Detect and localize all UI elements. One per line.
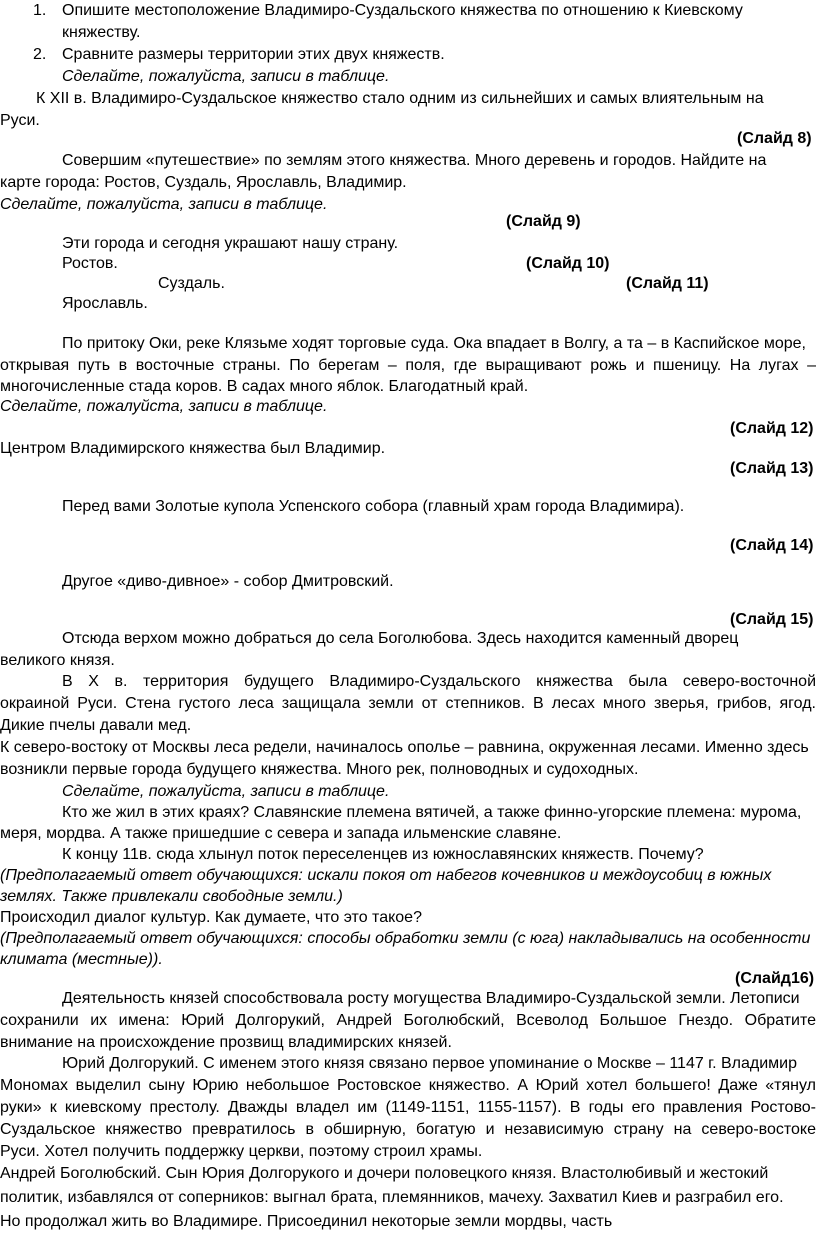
yuri-line-1: Юрий Долгорукий. С именем этого князя связано первое упоминание о Москве – 1147 г. Владимир [62, 1055, 797, 1072]
list-number-1: 1. [33, 2, 47, 19]
bogolyubovo-line-2: великого князя. [0, 652, 115, 669]
table-note-1: Сделайте, пожалуйста, записи в таблице. [62, 68, 390, 85]
city-yaroslavl: Ярославль. [62, 295, 148, 312]
dialog-text: Происходил диалог культур. Как думаете, что это такое? [0, 909, 422, 926]
answer2-line-1: (Предполагаемый ответ обучающихся: способы обработки земли (с юга) накладывались на особенности [0, 930, 811, 947]
list-item-2-line-1: Сравните размеры территории этих двух княжеств. [62, 46, 445, 63]
territory-line-3: Дикие пчелы давали мед. [0, 717, 192, 734]
princes-line-3: внимание на происхождение прозвищ владимирских князей. [0, 1034, 452, 1051]
list-item-1-line-2: княжеству. [62, 24, 141, 41]
table-note-3: Сделайте, пожалуйста, записи в таблице. [0, 398, 328, 415]
slide-9-label: (Слайд 9) [506, 213, 581, 230]
cities-intro: Эти города и сегодня украшают нашу страну. [62, 235, 399, 252]
territory-line-2: окраиной Руси. Стена густого леса защищала земли от степников. В лесах много зверья, грибов, ягод. [0, 695, 816, 712]
slide-12-label: (Слайд 12) [730, 420, 814, 437]
table-note-4: Сделайте, пожалуйста, записи в таблице. [62, 783, 390, 800]
slide-10-label: (Слайд 10) [526, 255, 610, 272]
yuri-line-2: Мономах выделил сыну Юрию небольшое Ростовское княжество. А Юрий хотел большего! Даже «тянул [0, 1077, 816, 1094]
yuri-line-5: Руси. Хотел получить поддержку церкви, поэтому строил храмы. [0, 1143, 483, 1160]
list-number-2: 2. [33, 46, 47, 63]
andrei-line-2: политик, избавлялся от соперников: выгнал брата, племянников, мачеху. Захватил Киев и разграбил его. [0, 1189, 784, 1206]
rivers-line-2: открывая путь в восточные страны. По берегам – поля, где выращивают рожь и пшеницу. На лугах – [0, 357, 816, 374]
golden-domes-text: Перед вами Золотые купола Успенского собора (главный храм города Владимира). [62, 498, 685, 515]
bogolyubovo-line-1: Отсюда верхом можно добраться до села Боголюбова. Здесь находится каменный дворец [62, 630, 739, 647]
answer1-line-1: (Предполагаемый ответ обучающихся: искали покоя от набегов кочевников и междоусобиц в южных [0, 867, 772, 884]
slide-14-label: (Слайд 14) [730, 537, 814, 554]
city-suzdal: Суздаль. [158, 275, 225, 292]
slide-16-label: (Слайд16) [735, 970, 815, 987]
territory-line-1: В X в. территория будущего Владимиро-Суздальского княжества была северо-восточной [62, 673, 816, 690]
slide-13-label: (Слайд 13) [730, 460, 814, 477]
intro-line-2: Руси. [0, 112, 40, 129]
yuri-line-3: руки» к киевскому престолу. Дважды владел им (1149-1151, 1155-1157). В годы его правления Ростово- [0, 1099, 816, 1116]
andrei-line-3: Но продолжал жить во Владимире. Присоединил некоторые земли мордвы, часть [0, 1213, 613, 1230]
city-rostov: Ростов. [62, 255, 118, 272]
center-text: Центром Владимирского княжества был Владимир. [0, 440, 386, 457]
other-wonder-text: Другое «диво-дивное» - собор Дмитровский. [62, 573, 394, 590]
slide-11-label: (Слайд 11) [626, 275, 709, 292]
journey-line-1: Совершим «путешествие» по землям этого княжества. Много деревень и городов. Найдите на [62, 152, 767, 169]
tribes-line-1: Кто же жил в этих краях? Славянские племена вятичей, а также финно-угорские племена: мурома, [62, 804, 802, 821]
rivers-line-1: По притоку Оки, реке Клязьме ходят торговые суда. Ока впадает в Волгу, а та – в Каспийское море, [62, 335, 806, 352]
yuri-line-4: Суздальское княжество превратилось в обширную, богатую и независимую страну на северо-востоке [0, 1121, 816, 1138]
opole-line-2: возникли первые города будущего княжества. Много рек, полноводных и судоходных. [0, 761, 639, 778]
list-item-1-line-1: Опишите местоположение Владимиро-Суздальского княжества по отношению к Киевскому [62, 2, 743, 19]
princes-line-2: сохранили их имена: Юрий Долгорукий, Андрей Боголюбский, Всеволод Большое Гнездо. Обратите [0, 1012, 816, 1029]
intro-line-1: К XII в. Владимиро-Суздальское княжество стало одним из сильнейших и самых влиятельным на [36, 90, 764, 107]
slide-8-label: (Слайд 8) [737, 130, 812, 147]
journey-line-2: карте города: Ростов, Суздаль, Ярославль, Владимир. [0, 174, 407, 191]
answer1-line-2: землях. Также привлекали свободные земли.) [0, 888, 343, 905]
table-note-2: Сделайте, пожалуйста, записи в таблице. [0, 196, 328, 213]
answer2-line-2: климата (местные)). [0, 951, 163, 968]
tribes-line-2: меря, мордва. А также пришедшие с севера и запада ильменские славяне. [0, 825, 562, 842]
princes-line-1: Деятельность князей способствовала росту могущества Владимиро-Суздальской земли. Летописи [62, 990, 800, 1007]
slide-15-label: (Слайд 15) [730, 611, 814, 628]
rivers-line-3: многочисленные стада коров. В садах много яблок. Благодатный край. [0, 378, 529, 395]
migration-text: К концу 11в. сюда хлынул поток переселенцев из южнославянских княжеств. Почему? [62, 846, 704, 863]
opole-line-1: К северо-востоку от Москвы леса редели, начиналось ополье – равнина, окруженная лесами. Именно здесь [0, 739, 809, 756]
andrei-line-1: Андрей Боголюбский. Сын Юрия Долгорукого и дочери половецкого князя. Властолюбивый и жестокий [0, 1165, 769, 1182]
